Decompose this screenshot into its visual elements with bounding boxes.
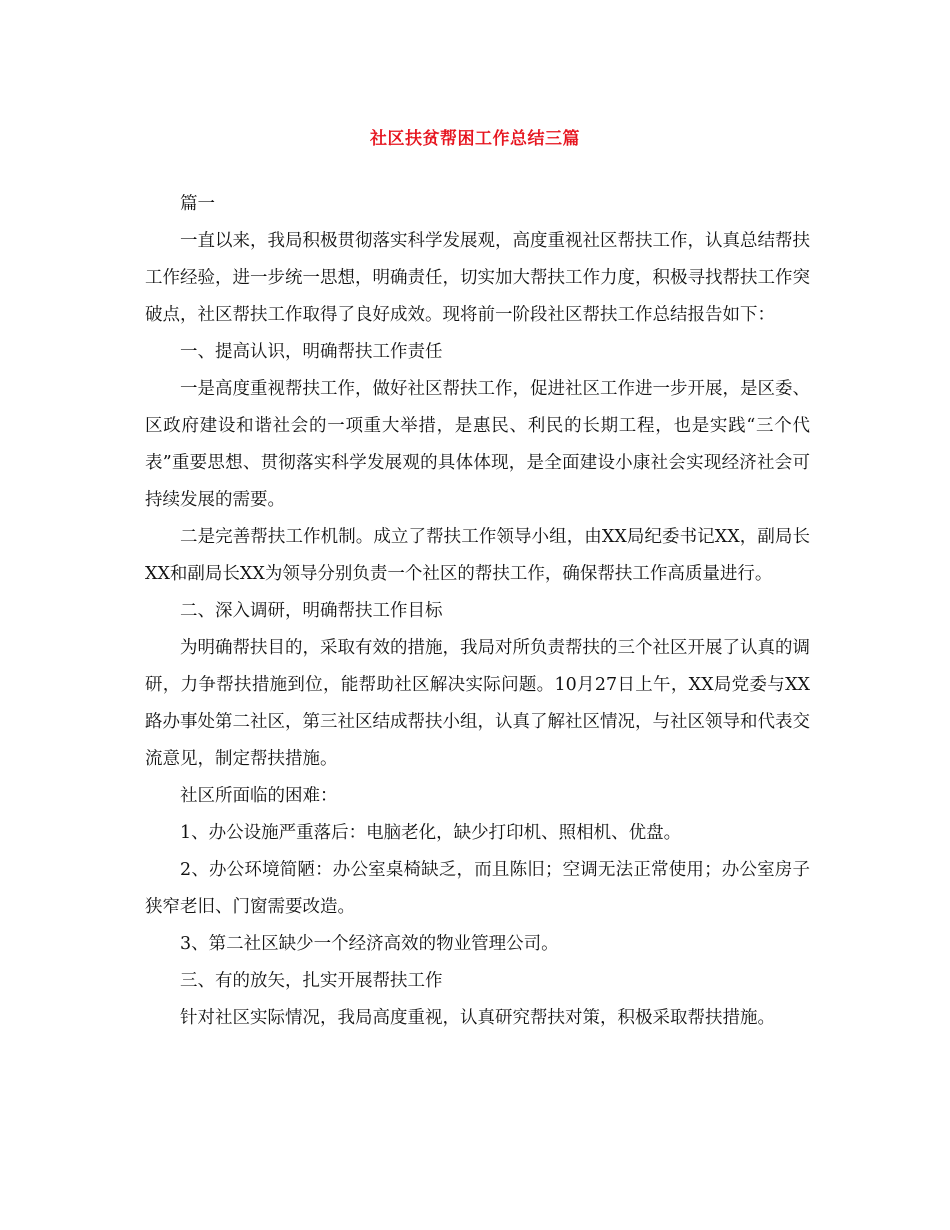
heading-2: 二、深入调研，明确帮扶工作目标 [180,601,443,621]
section-label: 篇一 [180,194,215,214]
heading-1: 一、提高认识，明确帮扶工作责任 [180,342,443,362]
paragraph: 社区所面临的困难： [180,786,338,806]
intro-paragraph: 一直以来，我局积极贯彻落实科学发展观，高度重视社区帮扶工作，认真总结帮扶工作经验，进一步统一思想，明确责任，切实加大帮扶工作力度，积极寻找帮扶工作突破点，社区帮扶工作取得了良好成效。现将前一阶段社区帮扶工作总结报告如下： [145,231,810,325]
list-item: 2、办公环境简陋：办公室桌椅缺乏，而且陈旧；空调无法正常使用；办公室房子狭窄老旧、门窗需要改造。 [145,860,810,917]
list-item: 1、办公设施严重落后：电脑老化，缺少打印机、照相机、优盘。 [180,823,682,843]
paragraph: 针对社区实际情况，我局高度重视，认真研究帮扶对策，积极采取帮扶措施。 [180,1008,775,1028]
paragraph: 一是高度重视帮扶工作，做好社区帮扶工作，促进社区工作进一步开展，是区委、区政府建设和谐社会的一项重大举措，是惠民、利民的长期工程，也是实践“三个代表”重要思想、贯彻落实科学发展观的具体体现，是全面建设小康社会实现经济社会可持续发展的需要。 [145,379,810,510]
paragraph: 为明确帮扶目的，采取有效的措施，我局对所负责帮扶的三个社区开展了认真的调研，力争帮扶措施到位，能帮助社区解决实际问题。10月27日上午，XX局党委与XX路办事处第二社区，第三社区结成帮扶小组，认真了解社区情况，与社区领导和代表交流意见，制定帮扶措施。 [145,638,810,769]
list-item: 3、第二社区缺少一个经济高效的物业管理公司。 [180,934,559,954]
paragraph: 二是完善帮扶工作机制。成立了帮扶工作领导小组，由XX局纪委书记XX，副局长XX和副局长XX为领导分别负责一个社区的帮扶工作，确保帮扶工作高质量进行。 [145,527,810,584]
document-body [145,186,810,1037]
document-title: 社区扶贫帮困工作总结三篇 [370,129,580,149]
heading-3: 三、有的放矢，扎实开展帮扶工作 [180,971,443,991]
